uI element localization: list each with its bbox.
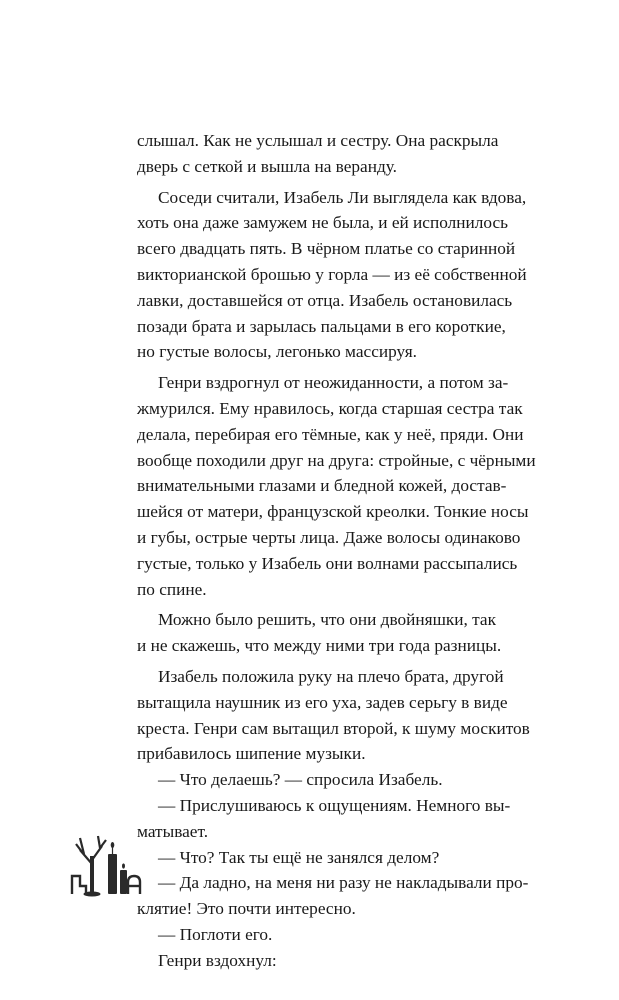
- text-line: Можно было решить, что они двойняшки, так: [158, 610, 496, 630]
- text-line: густые, только у Изабель они волнами рассыпались: [137, 553, 518, 573]
- text-line: Изабель положила руку на плечо брата, другой: [158, 666, 504, 686]
- text-line: викторианской брошью у горла — из её собственной: [137, 264, 527, 284]
- text-line: вообще походили друг на друга: стройные, с чёрными: [137, 450, 536, 470]
- text-line: клятие! Это почти интересно.: [137, 899, 356, 919]
- text-line: и не скажешь, что между ними три года разницы.: [137, 636, 502, 656]
- book-page-text: [137, 128, 536, 974]
- text-line: делала, перебирая его тёмные, как у неё, пряди. Они: [137, 424, 524, 444]
- text-line: — Что? Так ты ещё не занялся делом?: [158, 847, 440, 867]
- text-line: Соседи считали, Изабель Ли выглядела как вдова,: [158, 187, 527, 207]
- text-line: позади брата и зарылась пальцами в его короткие,: [137, 316, 506, 336]
- text-line: дверь с сеткой и вышла на веранду.: [137, 156, 397, 176]
- text-line: креста. Генри сам вытащил второй, к шуму москитов: [137, 718, 530, 738]
- text-line: внимательными глазами и бледной кожей, достав-: [137, 476, 507, 496]
- text-line: слышал. Как не услышал и сестру. Она раскрыла: [137, 131, 499, 150]
- text-line: — Что делаешь? — спросила Изабель.: [158, 770, 443, 790]
- text-line: вытащила наушник из его уха, задев серьгу в виде: [137, 692, 508, 712]
- candles-and-chairs-ornament-icon: [70, 816, 142, 896]
- text-line: лавки, доставшейся от отца. Изабель остановилась: [137, 290, 513, 310]
- text-line: хоть она даже замужем не была, и ей исполнилось: [137, 213, 509, 233]
- text-line: матывает.: [137, 821, 209, 841]
- text-line: но густые волосы, легонько массируя.: [137, 342, 418, 362]
- text-line: по спине.: [137, 579, 207, 599]
- text-line: — Прислушиваюсь к ощущениям. Немного вы-: [158, 795, 511, 815]
- text-line: прибавилось шипение музыки.: [137, 744, 366, 764]
- text-line: — Да ладно, на меня ни разу не накладывали про-: [158, 873, 529, 893]
- text-line: — Поглоти его.: [158, 924, 273, 944]
- text-line: всего двадцать пять. В чёрном платье со старинной: [137, 239, 516, 259]
- text-line: Генри вздохнул:: [158, 950, 277, 970]
- text-line: шейся от матери, французской креолки. Тонкие носы: [137, 502, 529, 522]
- text-line: жмурился. Ему нравилось, когда старшая сестра так: [137, 398, 523, 418]
- text-line: Генри вздрогнул от неожиданности, а потом за-: [158, 373, 509, 393]
- text-line: и губы, острые черты лица. Даже волосы одинаково: [137, 527, 521, 547]
